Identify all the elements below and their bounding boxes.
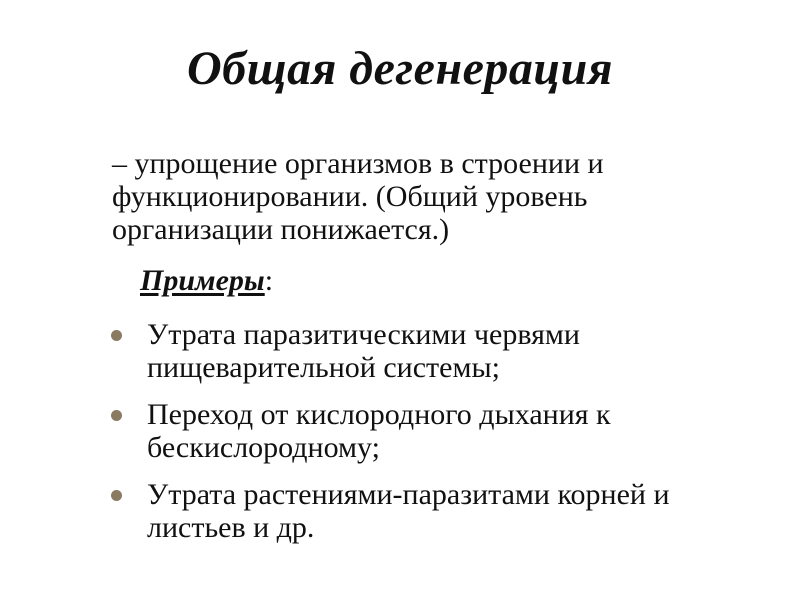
examples-list [0, 318, 800, 558]
definition-text: – упрощение организмов в строении и функционировании. (Общий уровень организации понижается.) [112, 147, 604, 246]
example-text: Переход от кислородного дыхания к бескислородному; [147, 398, 611, 464]
slide-title: Общая дегенерация [186, 42, 614, 95]
example-item [0, 318, 767, 384]
example-item [0, 398, 767, 464]
bullet-icon [111, 330, 122, 341]
example-text: Утрата растениями-паразитами корней и листьев и др. [147, 478, 670, 544]
bullet-icon [111, 410, 122, 421]
examples-colon: : [264, 264, 274, 297]
example-item [0, 478, 767, 544]
examples-heading [140, 264, 273, 297]
bullet-icon [111, 490, 122, 501]
examples-label: Примеры [140, 264, 265, 297]
example-text: Утрата паразитическими червями пищеварительной системы; [147, 318, 580, 384]
